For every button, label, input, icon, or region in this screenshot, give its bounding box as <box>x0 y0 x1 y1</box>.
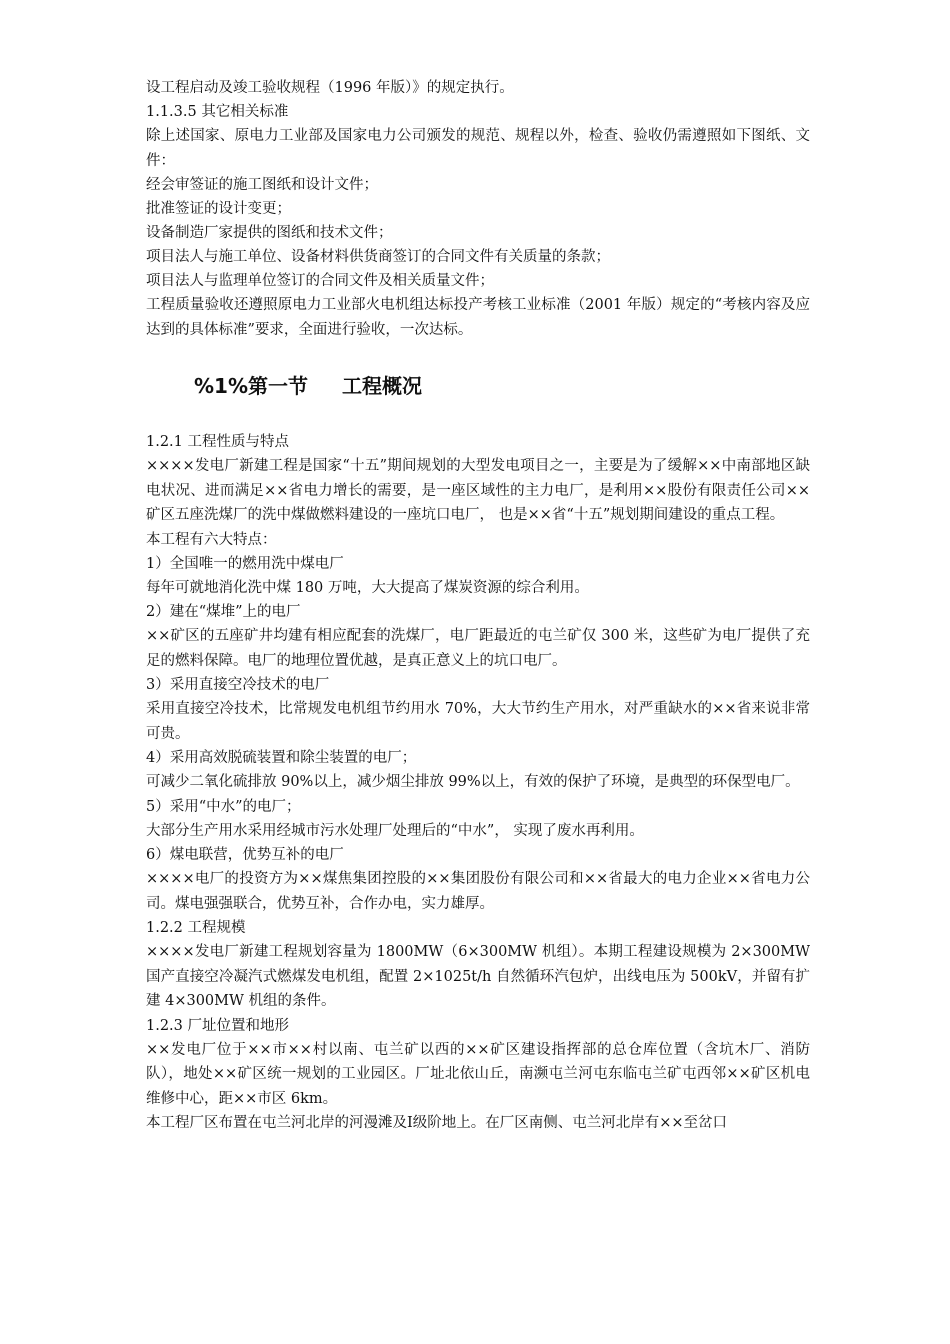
text-line: 本工程有六大特点： <box>146 531 277 548</box>
feature-text: ××××电厂的投资方为××煤焦集团控股的××集团股份有限公司和××省最大的电力企业××省电力公司。煤电强强联合，优势互补，合作办电，实力雄厚。 <box>146 871 810 912</box>
subsection-heading: 1.2.1 工程性质与特点 <box>146 434 290 450</box>
feature-title: 1）全国唯一的燃用洗中煤电厂 <box>146 555 344 572</box>
subsection-heading: 1.2.2 工程规模 <box>146 920 246 936</box>
feature-text: 可减少二氧化硫排放 90%以上，减少烟尘排放 99%以上，有效的保护了环境，是典型的环保型电厂。 <box>146 774 800 790</box>
subsection-heading: 1.1.3.5 其它相关标准 <box>146 104 289 120</box>
paragraph: ××××发电厂新建工程是国家“十五”期间规划的大型发电项目之一，主要是为了缓解××中南部地区缺电状况、进而满足××省电力增长的需要，是一座区域性的主力电厂，是利用××股份有限责任公司××矿区五座洗煤厂的洗中煤做燃料建设的一座坑口电厂， 也是××省“十五”规划期间建设的重点工程。 <box>146 458 810 523</box>
section-number: %1%第一节 <box>194 374 308 398</box>
paragraph: 除上述国家、原电力工业部及国家电力公司颁发的规范、规程以外，检查、验收仍需遵照如下图纸、文件： <box>146 128 810 169</box>
paragraph: ××发电厂位于××市××村以南、屯兰矿以西的××矿区建设指挥部的总仓库位置（含坑木厂、消防队），地处××矿区统一规划的工业园区。厂址北依山丘，南濒屯兰河屯东临屯兰矿屯西邻××矿区机电维修中心，距××市区 6km。 <box>146 1041 810 1107</box>
feature-text: ××矿区的五座矿井均建有相应配套的洗煤厂，电厂距最近的屯兰矿仅 300 米，这些矿为电厂提供了充足的燃料保障。电厂的地理位置优越，是真正意义上的坑口电厂。 <box>146 628 810 669</box>
feature-text: 采用直接空冷技术，比常规发电机组节约用水 70%，大大节约生产用水，对严重缺水的××省来说非常可贵。 <box>146 701 810 742</box>
feature-title: 6）煤电联营，优势互补的电厂 <box>146 847 344 863</box>
feature-text: 每年可就地消化洗中煤 180 万吨，大大提高了煤炭资源的综合利用。 <box>146 579 589 596</box>
paragraph: 本工程厂区布置在屯兰河北岸的河漫滩及Ⅰ级阶地上。在厂区南侧、屯兰河北岸有××至岔口 <box>146 1115 728 1131</box>
section-title: 工程概况 <box>342 374 422 398</box>
list-item: 批准签证的设计变更； <box>146 201 291 217</box>
paragraph: 工程质量验收还遵照原电力工业部火电机组达标投产考核工业标准（2001 年版）规定的“考核内容及应达到的具体标准”要求，全面进行验收，一次达标。 <box>146 297 810 338</box>
feature-title: 2）建在“煤堆”上的电厂 <box>146 604 301 620</box>
document-page <box>146 76 810 1136</box>
subsection-heading: 1.2.3 厂址位置和地形 <box>146 1017 290 1034</box>
section-heading <box>194 372 810 400</box>
list-item: 项目法人与监理单位签订的合同文件及相关质量文件； <box>146 273 494 289</box>
paragraph: ××××发电厂新建工程规划容量为 1800MW（6×300MW 机组）。本期工程建设规模为 2×300MW 国产直接空冷凝汽式燃煤发电机组，配置 2×1025t/h 自然循环汽包炉，出线电压为 500kV，并留有扩建 4×300MW 机组的条件。 <box>146 944 810 1009</box>
feature-text: 大部分生产用水采用经城市污水处理厂处理后的“中水”， 实现了废水再利用。 <box>146 822 644 839</box>
text-line: 设工程启动及竣工验收规程（1996 年版）》的规定执行。 <box>146 80 514 96</box>
feature-title: 4）采用高效脱硫装置和除尘装置的电厂； <box>146 750 417 766</box>
list-item: 项目法人与施工单位、设备材料供货商签订的合同文件有关质量的条款； <box>146 249 610 265</box>
list-item: 设备制造厂家提供的图纸和技术文件； <box>146 225 393 241</box>
feature-title: 3）采用直接空冷技术的电厂 <box>146 677 330 693</box>
feature-title: 5）采用“中水”的电厂； <box>146 798 301 815</box>
list-item: 经会审签证的施工图纸和设计文件； <box>146 177 378 193</box>
